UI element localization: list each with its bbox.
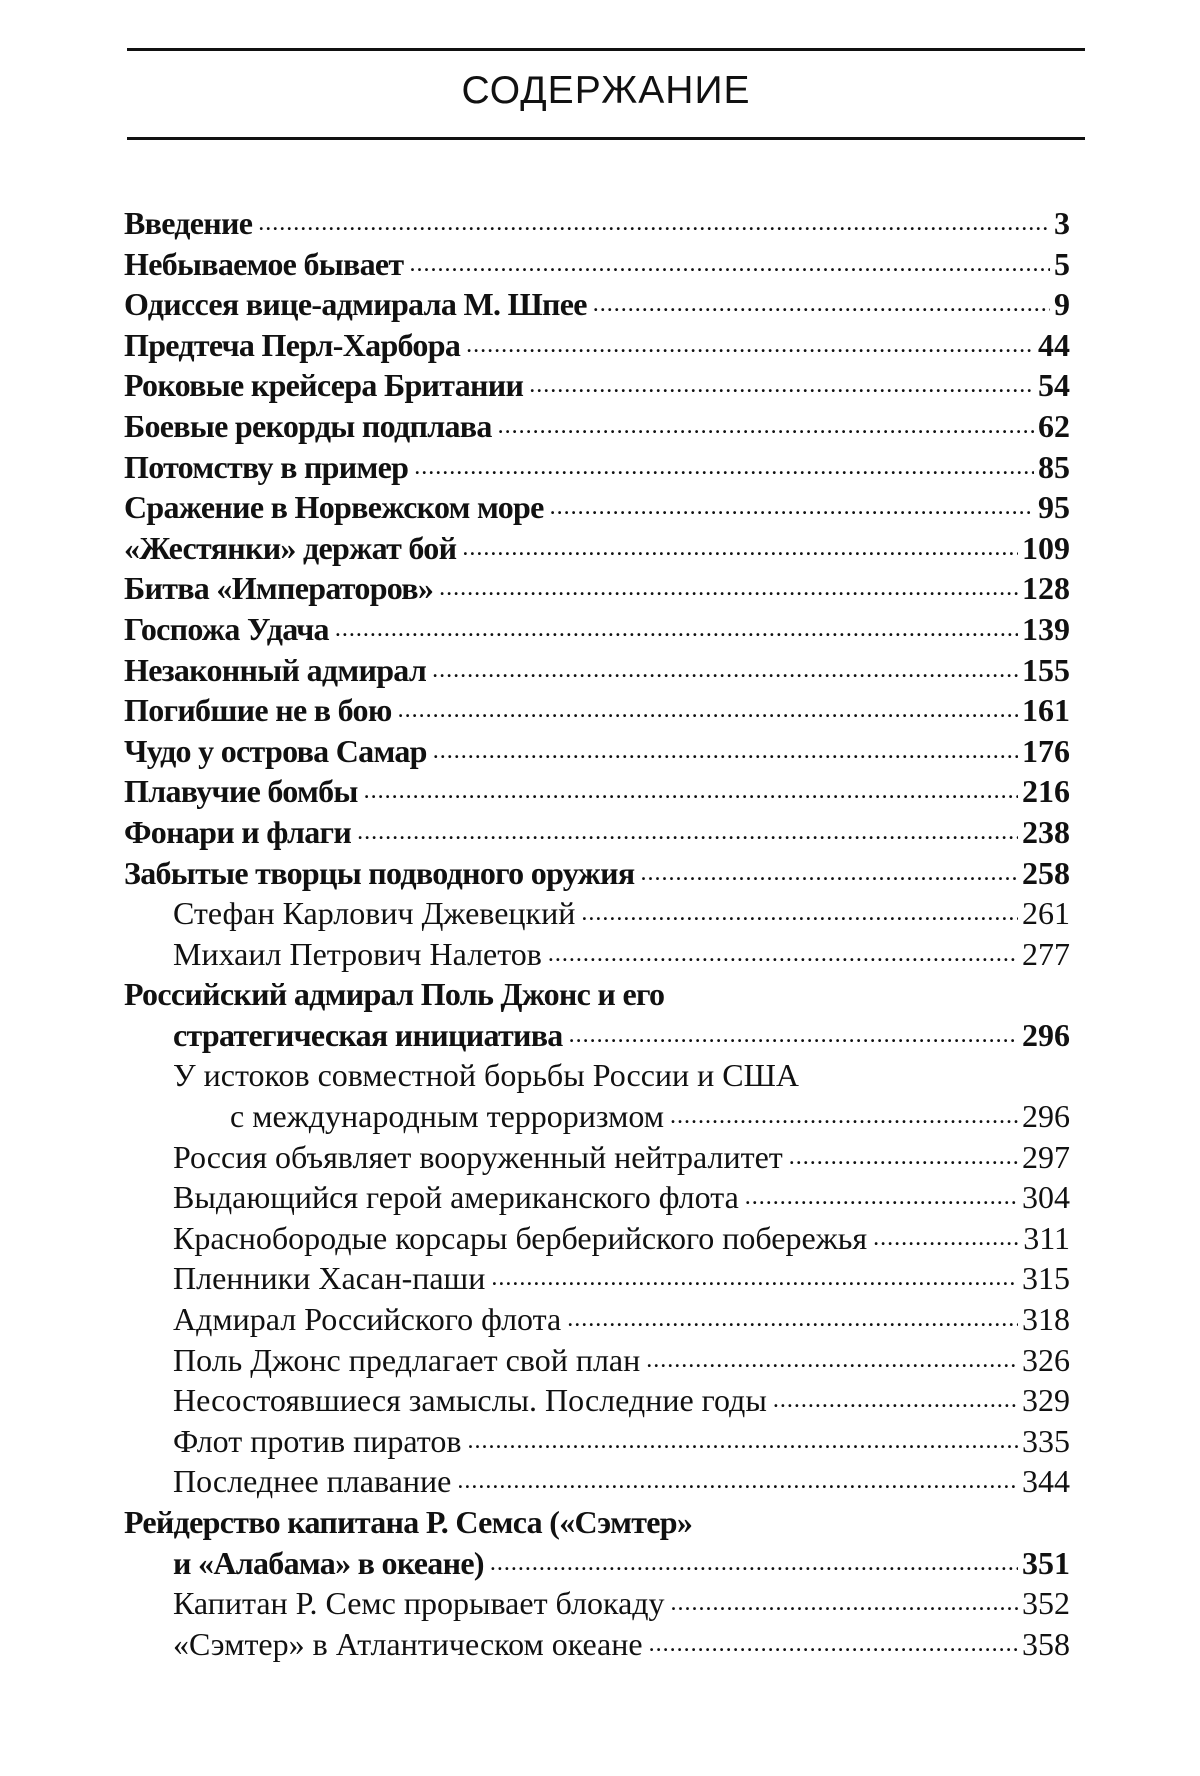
- toc-entry-title: Боевые рекорды подплава: [124, 407, 492, 444]
- dot-leader: [439, 568, 1018, 609]
- toc-entry-title: Последнее плавание: [173, 1463, 452, 1500]
- dot-leader: [498, 406, 1034, 447]
- toc-entry-title: Пленники Хасан-паши: [173, 1260, 486, 1297]
- toc-entry: [124, 1421, 1070, 1462]
- toc-entry-page-number: 3: [1054, 205, 1070, 241]
- toc-entry-title: Незаконный адмирал: [124, 651, 427, 688]
- toc-entry-title: Чудо у острова Самар: [124, 732, 427, 769]
- dot-leader: [258, 203, 1050, 244]
- toc-entry: [124, 1461, 1070, 1502]
- toc-entry-page-number: 62: [1038, 407, 1070, 444]
- toc-entry-page-number: 109: [1022, 529, 1070, 566]
- toc-entry-title: Адмирал Российского флота: [173, 1301, 562, 1338]
- toc-entry: [124, 203, 1070, 244]
- toc-entry: [124, 812, 1070, 853]
- toc-entry-title: Сражение в Норвежском море: [124, 489, 544, 526]
- toc-entry-page-number: 351: [1022, 1544, 1070, 1581]
- dot-leader: [873, 1218, 1019, 1259]
- toc-entry-page-number: 296: [1022, 1016, 1070, 1053]
- top-rule: [127, 48, 1085, 51]
- dot-leader: [433, 731, 1018, 772]
- dot-leader: [745, 1177, 1018, 1218]
- toc-entry-title: Капитан Р. Семс прорывает блокаду: [173, 1585, 665, 1622]
- toc-entry: [124, 1624, 1070, 1665]
- toc-entry-page-number: 311: [1023, 1219, 1070, 1256]
- dot-leader: [567, 1299, 1018, 1340]
- toc-entry: [124, 365, 1070, 406]
- toc-entry-title: Предтеча Перл-Харбора: [124, 326, 461, 363]
- toc-entry-page-number: 297: [1022, 1138, 1070, 1175]
- dot-leader: [490, 1543, 1018, 1584]
- toc-entry-title: Россия объявляет вооруженный нейтралитет: [173, 1138, 783, 1175]
- toc-entry-title: и «Алабама» в океане): [173, 1544, 484, 1581]
- page-title: СОДЕРЖАНИЕ: [461, 69, 751, 112]
- toc-entry-page-number: 335: [1022, 1422, 1070, 1459]
- table-of-contents: [124, 203, 1070, 1664]
- toc-entry-title: стратегическая инициатива: [173, 1016, 563, 1053]
- toc-entry-title: Фонари и флаги: [124, 813, 352, 850]
- toc-entry-page-number: 85: [1038, 448, 1070, 485]
- dot-leader: [457, 1461, 1018, 1502]
- toc-entry-page-number: 326: [1022, 1341, 1070, 1378]
- toc-entry-title: Роковые крейсера Британии: [124, 367, 524, 404]
- toc-entry: [124, 853, 1070, 894]
- toc-entry: [124, 1096, 1070, 1137]
- dot-leader: [529, 365, 1034, 406]
- toc-entry: [124, 284, 1070, 325]
- toc-entry-title: Битва «Императоров»: [124, 570, 434, 607]
- toc-entry-page-number: 44: [1038, 326, 1070, 363]
- toc-entry-page-number: 139: [1022, 610, 1070, 647]
- toc-entry: [124, 1340, 1070, 1381]
- dot-leader: [646, 1340, 1018, 1381]
- dot-leader: [789, 1137, 1018, 1178]
- toc-entry-title: Введение: [124, 205, 253, 241]
- dot-leader: [335, 609, 1018, 650]
- toc-entry-title: «Жестянки» держат бой: [124, 529, 457, 566]
- toc-entry-title: Несостоявшиеся замыслы. Последние годы: [173, 1382, 767, 1419]
- toc-entry-title: Небываемое бывает: [124, 245, 404, 282]
- toc-entry-page-number: 238: [1022, 813, 1070, 850]
- toc-entry: [124, 447, 1070, 488]
- toc-entry: [124, 487, 1070, 528]
- toc-entry: [124, 1543, 1070, 1584]
- toc-entry-page-number: 5: [1054, 245, 1070, 282]
- dot-leader: [491, 1258, 1018, 1299]
- toc-entry-title: Флот против пиратов: [173, 1422, 462, 1459]
- toc-entry-title: Потомству в пример: [124, 448, 409, 485]
- dot-leader: [398, 690, 1018, 731]
- toc-entry: [124, 1380, 1070, 1421]
- dot-leader: [550, 487, 1034, 528]
- toc-entry: [124, 609, 1070, 650]
- toc-entry: [124, 731, 1070, 772]
- dot-leader: [466, 325, 1034, 366]
- toc-entry-page-number: 95: [1038, 489, 1070, 526]
- toc-entry-title: Выдающийся герой американского флота: [173, 1179, 739, 1216]
- dot-leader: [569, 1015, 1018, 1056]
- toc-entry: [124, 1177, 1070, 1218]
- toc-entry-title: Краснобородые корсары берберийского побережья: [173, 1219, 868, 1256]
- toc-entry-title: Поль Джонс предлагает свой план: [173, 1341, 641, 1378]
- toc-entry-title: У истоков совместной борьбы России и США: [173, 1057, 799, 1094]
- toc-entry-page-number: 261: [1022, 895, 1070, 932]
- toc-entry: [124, 1015, 1070, 1056]
- dot-leader: [462, 528, 1018, 569]
- toc-entry-title: Погибшие не в бою: [124, 692, 392, 729]
- toc-entry-page-number: 216: [1022, 773, 1070, 810]
- toc-entry-page-number: 358: [1022, 1625, 1070, 1662]
- toc-entry: [124, 974, 1070, 1015]
- toc-entry-page-number: 9: [1054, 286, 1070, 323]
- toc-entry: [124, 893, 1070, 934]
- toc-entry-title: Рейдерство капитана Р. Семса («Сэмтер»: [124, 1504, 693, 1540]
- dot-leader: [548, 934, 1018, 975]
- toc-entry-title: Михаил Петрович Налетов: [173, 935, 542, 972]
- dot-leader: [773, 1380, 1018, 1421]
- toc-entry-page-number: 161: [1022, 692, 1070, 729]
- dot-leader: [581, 893, 1018, 934]
- toc-entry: [124, 934, 1070, 975]
- toc-entry-page-number: 318: [1022, 1301, 1070, 1338]
- toc-entry: [124, 1137, 1070, 1178]
- toc-entry: [124, 1583, 1070, 1624]
- bottom-rule: [127, 137, 1085, 140]
- toc-entry-title: «Сэмтер» в Атлантическом океане: [173, 1625, 643, 1662]
- toc-entry-page-number: 258: [1022, 854, 1070, 891]
- toc-entry: [124, 1055, 1070, 1096]
- toc-entry-title: Стефан Карлович Джевецкий: [173, 895, 576, 932]
- toc-entry: [124, 1218, 1070, 1259]
- toc-entry-page-number: 352: [1022, 1585, 1070, 1622]
- dot-leader: [414, 447, 1034, 488]
- dot-leader: [467, 1421, 1018, 1462]
- toc-entry-page-number: 296: [1022, 1098, 1070, 1135]
- dot-leader: [364, 771, 1018, 812]
- toc-entry: [124, 406, 1070, 447]
- dot-leader: [357, 812, 1018, 853]
- toc-entry-title: Забытые творцы подводного оружия: [124, 854, 635, 891]
- dot-leader: [593, 284, 1050, 325]
- toc-entry-page-number: 54: [1038, 367, 1070, 404]
- toc-entry: [124, 244, 1070, 285]
- toc-entry: [124, 771, 1070, 812]
- toc-entry: [124, 1502, 1070, 1543]
- toc-entry-page-number: 315: [1022, 1260, 1070, 1297]
- toc-entry-page-number: 304: [1022, 1179, 1070, 1216]
- toc-entry-title: Российский адмирал Поль Джонс и его: [124, 976, 665, 1013]
- toc-entry-page-number: 155: [1022, 651, 1070, 688]
- toc-entry: [124, 325, 1070, 366]
- dot-leader: [649, 1624, 1018, 1665]
- toc-entry-title: с международным терроризмом: [230, 1098, 664, 1135]
- dot-leader: [671, 1583, 1018, 1624]
- toc-entry-title: Одиссея вице-адмирала М. Шпее: [124, 286, 587, 323]
- toc-entry-page-number: 277: [1022, 935, 1070, 972]
- toc-entry: [124, 690, 1070, 731]
- toc-entry-page-number: 329: [1022, 1382, 1070, 1419]
- dot-leader: [432, 650, 1018, 691]
- dot-leader: [409, 244, 1050, 285]
- toc-entry: [124, 528, 1070, 569]
- dot-leader: [670, 1096, 1018, 1137]
- toc-entry-title: Плавучие бомбы: [124, 773, 358, 810]
- toc-entry-page-number: 128: [1022, 570, 1070, 607]
- toc-entry-title: Госпожа Удача: [124, 610, 329, 647]
- toc-entry-page-number: 344: [1022, 1463, 1070, 1500]
- toc-entry-page-number: 176: [1022, 732, 1070, 769]
- toc-entry: [124, 1299, 1070, 1340]
- toc-entry: [124, 568, 1070, 609]
- dot-leader: [641, 853, 1019, 894]
- toc-entry: [124, 1258, 1070, 1299]
- toc-entry: [124, 650, 1070, 691]
